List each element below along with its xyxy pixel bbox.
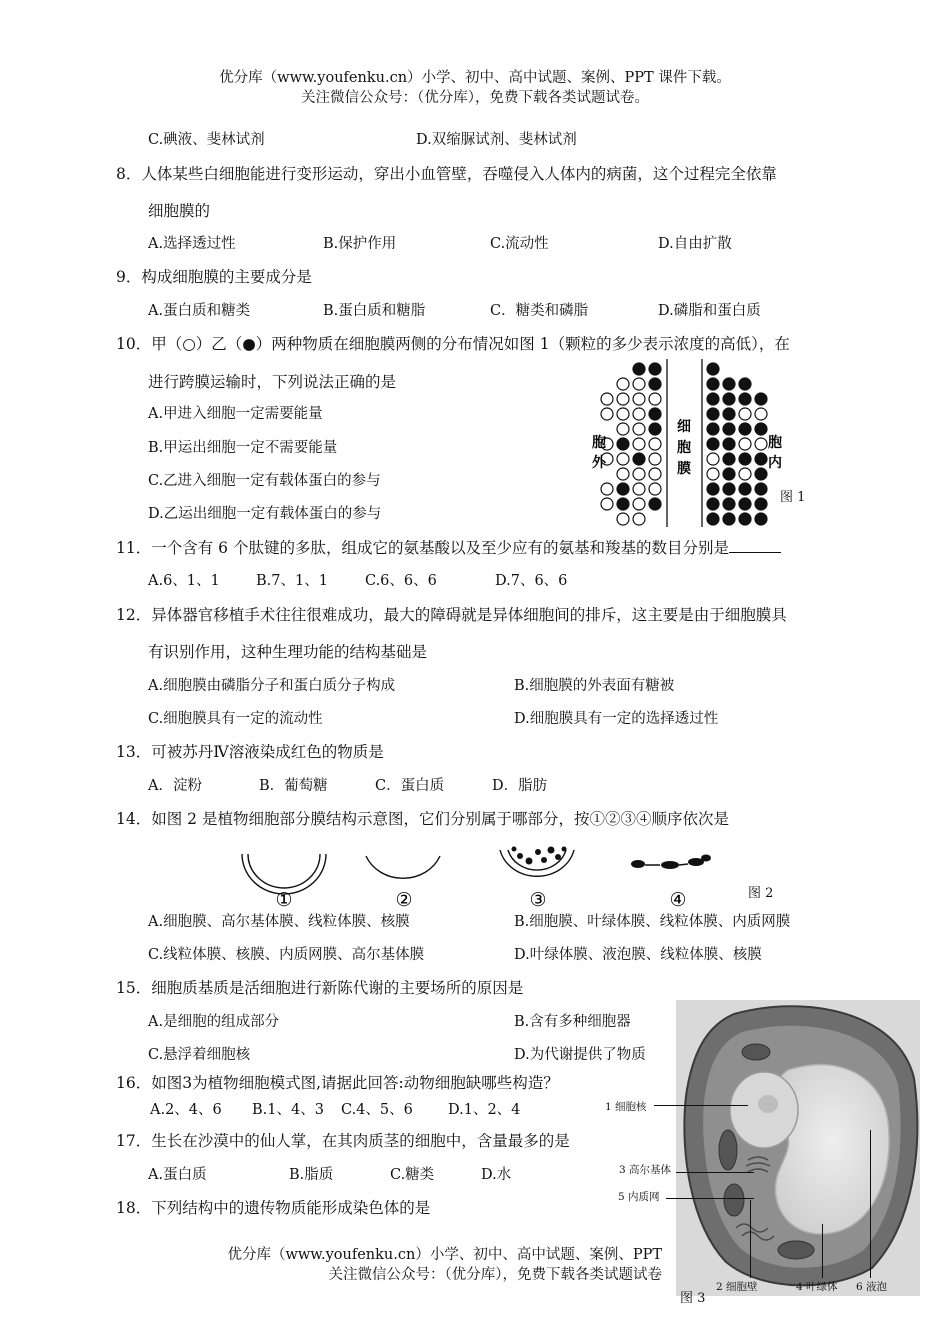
q13-stem: 13．可被苏丹Ⅳ溶液染成红色的物质是 bbox=[116, 743, 384, 761]
substance-a-particle bbox=[617, 393, 629, 405]
q16-option-b: B.1、4、3 bbox=[252, 1102, 324, 1118]
q10-option-b: B.甲运出细胞一定不需要能量 bbox=[148, 440, 338, 456]
q14-option-b: B.细胞膜、叶绿体膜、线粒体膜、内质网膜 bbox=[514, 914, 791, 930]
substance-a-particle bbox=[739, 468, 751, 480]
substance-b-particle bbox=[739, 513, 751, 525]
substance-a-particle bbox=[707, 453, 719, 465]
q8-stem-line-1: 8．人体某些白细胞能进行变形运动，穿出小血管壁，吞噬侵入人体内的病菌，这个过程完全依靠 bbox=[116, 165, 777, 183]
figure-2 bbox=[230, 840, 740, 912]
substance-b-particle bbox=[707, 378, 719, 390]
q9-option-b: B.蛋白质和糖脂 bbox=[323, 303, 426, 319]
substance-a-particle bbox=[633, 468, 645, 480]
q14-stem: 14．如图 2 是植物细胞部分膜结构示意图，它们分别属于哪部分，按①②③④顺序依次是 bbox=[116, 810, 729, 828]
fig3-label-5: 5 内质网 bbox=[618, 1191, 660, 1203]
substance-b-particle bbox=[707, 483, 719, 495]
fig3-leader-6 bbox=[870, 1130, 871, 1278]
substance-a-particle bbox=[617, 423, 629, 435]
q12-option-b: B.细胞膜的外表面有糖被 bbox=[514, 678, 675, 694]
q16-option-a: A.2、4、6 bbox=[150, 1102, 222, 1118]
q12-option-c: C.细胞膜具有一定的流动性 bbox=[148, 711, 323, 727]
q15-option-a: A.是细胞的组成部分 bbox=[148, 1014, 280, 1030]
q9-option-a: A.蛋白质和糖类 bbox=[148, 303, 251, 319]
substance-b-particle bbox=[649, 363, 661, 375]
substance-a-particle bbox=[601, 408, 613, 420]
fig3-label-1: 1 细胞核 bbox=[605, 1101, 647, 1113]
substance-b-particle bbox=[723, 423, 735, 435]
q14-option-a: A.细胞膜、高尔基体膜、线粒体膜、核膜 bbox=[148, 914, 410, 930]
fig1-label-membrane: 细胞膜 bbox=[677, 419, 691, 477]
q13-option-a: A．淀粉 bbox=[148, 778, 202, 794]
substance-a-particle bbox=[617, 378, 629, 390]
q10-stem-line-2: 进行跨膜运输时，下列说法正确的是 bbox=[148, 373, 397, 391]
fig3-leader-4 bbox=[822, 1224, 823, 1278]
substance-b-particle bbox=[723, 513, 735, 525]
substance-a-particle bbox=[633, 438, 645, 450]
fig2-structure-2 bbox=[366, 856, 440, 878]
substance-b-particle bbox=[723, 468, 735, 480]
substance-b-particle bbox=[739, 378, 751, 390]
fig1-label-outside: 胞外 bbox=[592, 435, 606, 471]
substance-a-particle bbox=[617, 453, 629, 465]
fig3-label-3: 3 高尔基体 bbox=[619, 1164, 672, 1176]
q10-option-a: A.甲进入细胞一定需要能量 bbox=[148, 406, 323, 422]
header-line-1: 优分库（www.youfenku.cn）小学、初中、高中试题、案例、PPT 课件下载。 bbox=[219, 70, 731, 86]
substance-b-particle bbox=[723, 393, 735, 405]
substance-b-particle bbox=[633, 363, 645, 375]
substance-b-particle bbox=[707, 498, 719, 510]
q8-stem-line-2: 细胞膜的 bbox=[148, 202, 211, 220]
substance-b-particle bbox=[739, 483, 751, 495]
substance-b-particle bbox=[649, 378, 661, 390]
q13-option-d: D．脂肪 bbox=[492, 778, 548, 794]
substance-b-particle bbox=[649, 408, 661, 420]
q9-option-c: C．糖类和磷脂 bbox=[490, 303, 589, 319]
substance-a-particle bbox=[707, 468, 719, 480]
q9-option-d: D.磷脂和蛋白质 bbox=[658, 303, 761, 319]
q17-option-a: A.蛋白质 bbox=[148, 1167, 207, 1183]
substance-a-particle bbox=[617, 408, 629, 420]
q9-stem: 9．构成细胞膜的主要成分是 bbox=[116, 268, 312, 286]
substance-a-particle bbox=[649, 453, 661, 465]
substance-a-particle bbox=[649, 393, 661, 405]
substance-b-particle bbox=[617, 498, 629, 510]
substance-b-particle bbox=[723, 408, 735, 420]
substance-b-particle bbox=[707, 363, 719, 375]
q12-stem-line-2: 有识别作用，这种生理功能的结构基础是 bbox=[148, 643, 428, 661]
fig3-label-4: 4 叶绿体 bbox=[796, 1281, 838, 1293]
q12-option-a: A.细胞膜由磷脂分子和蛋白质分子构成 bbox=[148, 678, 396, 694]
q17-option-d: D.水 bbox=[481, 1167, 512, 1183]
fig2-number-3: ③ bbox=[529, 889, 547, 911]
substance-b-particle bbox=[755, 468, 767, 480]
fig2-number-4: ④ bbox=[669, 889, 687, 911]
substance-b-particle bbox=[617, 438, 629, 450]
substance-b-particle bbox=[723, 438, 735, 450]
fig2-number-1: ① bbox=[275, 889, 293, 911]
substance-b-particle bbox=[739, 498, 751, 510]
substance-a-particle bbox=[739, 438, 751, 450]
substance-a-particle bbox=[633, 423, 645, 435]
footer-line-2: 关注微信公众号：（优分库），免费下载各类试题试卷 bbox=[328, 1267, 662, 1283]
substance-a-particle bbox=[633, 483, 645, 495]
substance-a-particle bbox=[633, 393, 645, 405]
q15-option-d: D.为代谢提供了物质 bbox=[514, 1047, 646, 1063]
substance-b-particle bbox=[707, 423, 719, 435]
q11-option-b: B.7、1、1 bbox=[256, 573, 328, 589]
q15-option-c: C.悬浮着细胞核 bbox=[148, 1047, 251, 1063]
fig2-structure-4 bbox=[631, 855, 711, 870]
header-line-2: 关注微信公众号：（优分库），免费下载各类试题试卷。 bbox=[301, 90, 649, 106]
substance-b-particle bbox=[633, 453, 645, 465]
substance-b-particle bbox=[739, 423, 751, 435]
substance-b-particle bbox=[649, 498, 661, 510]
substance-b-particle bbox=[755, 483, 767, 495]
fig2-caption: 图 2 bbox=[748, 886, 774, 901]
fig3-leader-3 bbox=[676, 1172, 754, 1173]
substance-a-particle bbox=[617, 513, 629, 525]
q17-option-c: C.糖类 bbox=[390, 1167, 435, 1183]
substance-b-particle bbox=[755, 423, 767, 435]
q18-stem: 18．下列结构中的遗传物质能形成染色体的是 bbox=[116, 1199, 431, 1217]
figure-1 bbox=[585, 355, 815, 535]
substance-b-particle bbox=[707, 438, 719, 450]
q11-option-d: D.7、6、6 bbox=[495, 573, 568, 589]
fig3-label-6: 6 液泡 bbox=[856, 1281, 888, 1293]
q16-option-c: C.4、5、6 bbox=[341, 1102, 413, 1118]
substance-b-particle bbox=[723, 498, 735, 510]
substance-b-particle bbox=[755, 513, 767, 525]
q10-stem-line-1: 10．甲（○）乙（●）两种物质在细胞膜两侧的分布情况如图 1（颗粒的多少表示浓度的高低），在 bbox=[116, 335, 790, 353]
substance-a-particle bbox=[755, 438, 767, 450]
q8-option-c: C.流动性 bbox=[490, 236, 549, 252]
substance-b-particle bbox=[617, 483, 629, 495]
q11-option-a: A.6、1、1 bbox=[148, 573, 220, 589]
q7-option-c: C.碘液、斐林试剂 bbox=[148, 132, 265, 148]
substance-a-particle bbox=[649, 483, 661, 495]
q7-option-d: D.双缩脲试剂、斐林试剂 bbox=[416, 132, 577, 148]
substance-a-particle bbox=[601, 393, 613, 405]
q16-stem: 16．如图3为植物细胞模式图,请据此回答:动物细胞缺哪些构造？ bbox=[116, 1074, 559, 1092]
substance-a-particle bbox=[649, 438, 661, 450]
substance-b-particle bbox=[755, 453, 767, 465]
q14-option-d: D.叶绿体膜、液泡膜、线粒体膜、核膜 bbox=[514, 947, 762, 963]
q11-option-c: C.6、6、6 bbox=[365, 573, 437, 589]
substance-a-particle bbox=[649, 468, 661, 480]
q8-option-a: A.选择透过性 bbox=[148, 236, 236, 252]
substance-b-particle bbox=[755, 393, 767, 405]
fig1-caption: 图 1 bbox=[780, 490, 806, 505]
q13-option-c: C．蛋白质 bbox=[375, 778, 445, 794]
q14-option-c: C.线粒体膜、核膜、内质网膜、高尔基体膜 bbox=[148, 947, 425, 963]
q16-option-d: D.1、2、4 bbox=[448, 1102, 521, 1118]
figure-3-cell bbox=[676, 1000, 920, 1296]
fig3-label-2: 2 细胞壁 bbox=[716, 1281, 758, 1293]
q13-option-b: B．葡萄糖 bbox=[259, 778, 328, 794]
substance-a-particle bbox=[633, 408, 645, 420]
q11-answer-blank bbox=[729, 538, 781, 553]
q8-option-d: D.自由扩散 bbox=[658, 236, 732, 252]
q17-option-b: B.脂质 bbox=[289, 1167, 334, 1183]
q8-option-b: B.保护作用 bbox=[323, 236, 397, 252]
substance-a-particle bbox=[633, 378, 645, 390]
substance-a-particle bbox=[601, 498, 613, 510]
q12-option-d: D.细胞膜具有一定的选择透过性 bbox=[514, 711, 719, 727]
substance-a-particle bbox=[633, 498, 645, 510]
q10-option-d: D.乙运出细胞一定有载体蛋白的参与 bbox=[148, 506, 382, 522]
substance-a-particle bbox=[601, 483, 613, 495]
q11-stem bbox=[116, 536, 781, 558]
substance-a-particle bbox=[739, 408, 751, 420]
fig2-number-2: ② bbox=[395, 889, 413, 911]
fig3-leader-1 bbox=[654, 1105, 748, 1106]
q15-stem: 15．细胞质基质是活细胞进行新陈代谢的主要场所的原因是 bbox=[116, 979, 524, 997]
fig2-structure-3 bbox=[500, 847, 574, 877]
fig3-leader-2 bbox=[750, 1200, 751, 1278]
substance-a-particle bbox=[755, 408, 767, 420]
fig3-leader-5 bbox=[666, 1198, 754, 1199]
substance-b-particle bbox=[707, 393, 719, 405]
substance-b-particle bbox=[723, 378, 735, 390]
substance-b-particle bbox=[739, 453, 751, 465]
fig1-label-inside: 胞内 bbox=[768, 435, 782, 471]
q17-stem: 17．生长在沙漠中的仙人掌，在其肉质茎的细胞中，含量最多的是 bbox=[116, 1132, 570, 1150]
substance-b-particle bbox=[649, 423, 661, 435]
substance-b-particle bbox=[707, 513, 719, 525]
fig3-caption: 图 3 bbox=[680, 1291, 706, 1306]
substance-b-particle bbox=[707, 408, 719, 420]
substance-b-particle bbox=[723, 453, 735, 465]
substance-b-particle bbox=[739, 393, 751, 405]
substance-a-particle bbox=[633, 513, 645, 525]
q10-option-c: C.乙进入细胞一定有载体蛋白的参与 bbox=[148, 473, 381, 489]
substance-b-particle bbox=[723, 483, 735, 495]
q15-option-b: B.含有多种细胞器 bbox=[514, 1014, 631, 1030]
q11-stem-text: 11．一个含有 6 个肽键的多肽，组成它的氨基酸以及至少应有的氨基和羧基的数目分别是 bbox=[116, 539, 729, 557]
substance-a-particle bbox=[617, 468, 629, 480]
q12-stem-line-1: 12．异体器官移植手术往往很难成功，最大的障碍就是异体细胞间的排斥，这主要是由于细胞膜具 bbox=[116, 606, 787, 624]
substance-b-particle bbox=[755, 498, 767, 510]
footer-line-1: 优分库（www.youfenku.cn）小学、初中、高中试题、案例、PPT bbox=[227, 1247, 662, 1263]
